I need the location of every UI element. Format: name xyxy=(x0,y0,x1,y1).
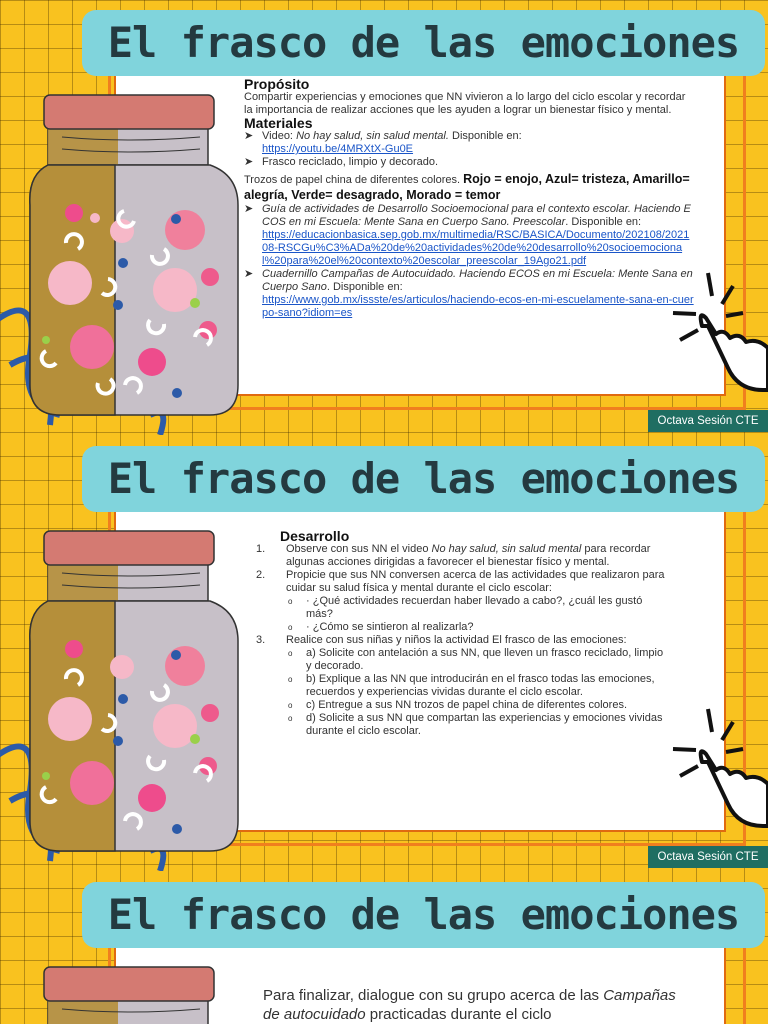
list-item: 1. Observe con sus NN el video No hay salud, sin salud mental para recordar algunas acciones dirigidas a favorecer el bienestar físico y mental. xyxy=(256,543,651,568)
jar-lid xyxy=(44,967,214,1001)
jar-illustration xyxy=(0,521,260,871)
proposito-heading: Propósito xyxy=(244,76,310,92)
slide-2 xyxy=(0,436,768,868)
slide-1-content xyxy=(244,78,694,320)
list-sub-item: o d) Solicite a sus NN que compartan las experiencias y emociones vividas durante el ciclo escolar. xyxy=(288,712,663,737)
arrow-bullet-icon: ➤ xyxy=(244,203,254,215)
jar-lid xyxy=(44,531,214,565)
color-legend: Rojo = enojo, Azul= tristeza, Amarillo= alegría, Verde= desagrado, Morado = temor xyxy=(244,172,690,202)
list-item: 3. Realice con sus niñas y niños la actividad El frasco de las emociones: xyxy=(256,634,627,646)
list-sub-item: o · ¿Cómo se sintieron al realizarla? xyxy=(288,621,474,633)
slide-title: El frasco de las emociones xyxy=(82,446,765,512)
guia-link[interactable]: https://educacionbasica.sep.gob.mx/multimedia/RSC/BASICA/Documento/202108/202108-RSCGu%C3%ADa%20de%20actividades%20de%20desarrollo%20socioemocional%20para%20el%20contexto%20escolar_preescolar_19Ago21.pdf xyxy=(262,229,690,267)
footer-label: Octava Sesión CTE xyxy=(648,846,768,868)
slide-1 xyxy=(0,0,768,432)
cuadernillo-link[interactable]: https://www.gob.mx/issste/es/articulos/haciendo-ecos-en-mi-escuelamente-sana-en-cuerpo-sano?idiom=es xyxy=(262,294,694,319)
papel-text: Trozos de papel china de diferentes colores. Rojo = enojo, Azul= tristeza, Amarillo= alegría, Verde= desagrado, Morado = temor xyxy=(244,172,690,202)
video-link[interactable]: https://youtu.be/4MRXtX-Gu0E xyxy=(262,143,414,155)
numbered-list xyxy=(250,543,665,738)
slide-title: El frasco de las emociones xyxy=(82,882,765,948)
list-sub-item: o · ¿Qué actividades recuerdan haber llevado a cabo?, ¿cuál les gustó más? xyxy=(288,595,643,620)
jar-lid xyxy=(44,95,214,129)
proposito-text: Compartir experiencias y emociones que NN vivieron a lo largo del ciclo escolar y recordar la importancia de realizar acciones que les ayuden a lograr un bienestar físico y mental. xyxy=(244,91,686,116)
arrow-bullet-icon: ➤ xyxy=(244,268,254,280)
list-item: ➤ Guía de actividades de Desarrollo Socioemocional para el contexto escolar. Haciendo ECOS en mi Escuela: Mente Sana en Cuerpo Sano. Preescolar. Disponible en: https://educacionbasica.sep.gob.mx/multimedia/RSC/BASICA/Documento/202108/202108-RSCGu%C3%ADa%20de%20actividades%20de%20desarrollo%20socioemocional%20para%20el%20contexto%20escolar_preescolar_19Ago21.pdf xyxy=(244,203,691,267)
pointing-hand-icon xyxy=(668,704,768,834)
list-sub-item: o b) Explique a las NN que introducirán en el frasco todas las emociones, recuerdos y experiencias vividas durante el ciclo escolar. xyxy=(288,673,655,698)
pointing-hand-icon xyxy=(668,268,768,398)
slide-2-content xyxy=(250,530,665,738)
list-item: ➤ Frasco reciclado, limpio y decorado. xyxy=(244,156,439,168)
desarrollo-heading: Desarrollo xyxy=(280,528,350,544)
arrow-bullet-icon: ➤ xyxy=(244,156,254,168)
jar-illustration xyxy=(0,957,260,1024)
jar-illustration xyxy=(0,85,260,435)
slide-title: El frasco de las emociones xyxy=(82,10,765,76)
slide-3 xyxy=(0,872,768,1024)
footer-label: Octava Sesión CTE xyxy=(648,410,768,432)
slide-3-text: Para finalizar, dialogue con su grupo acerca de las Campañas de autocuidado practicadas durante el ciclo xyxy=(263,987,676,1023)
list-item: 2. Propicie que sus NN conversen acerca de las actividades que realizaron para cuidar su salud física y mental durante el ciclo escolar: xyxy=(256,569,665,594)
arrow-bullet-icon: ➤ xyxy=(244,130,254,142)
list-item: ➤ Video: No hay salud, sin salud mental. Disponible en: https://youtu.be/4MRXtX-Gu0E xyxy=(244,130,522,155)
list-sub-item: o c) Entregue a sus NN trozos de papel china de diferentes colores. xyxy=(288,699,628,711)
list-sub-item: o a) Solicite con antelación a sus NN, que lleven un frasco reciclado, limpio y decorado. xyxy=(288,647,664,672)
materiales-heading: Materiales xyxy=(244,115,313,131)
video-title: No hay salud, sin salud mental. xyxy=(296,130,449,142)
list-item: ➤ Cuadernillo Campañas de Autocuidado. Haciendo ECOS en mi Escuela: Mente Sana en Cuerpo Sano. Disponible en: https://www.gob.mx/issste/es/articulos/haciendo-ecos-en-mi-escuelamente-sana-en-cuerpo-sano?idiom=es xyxy=(244,268,694,319)
